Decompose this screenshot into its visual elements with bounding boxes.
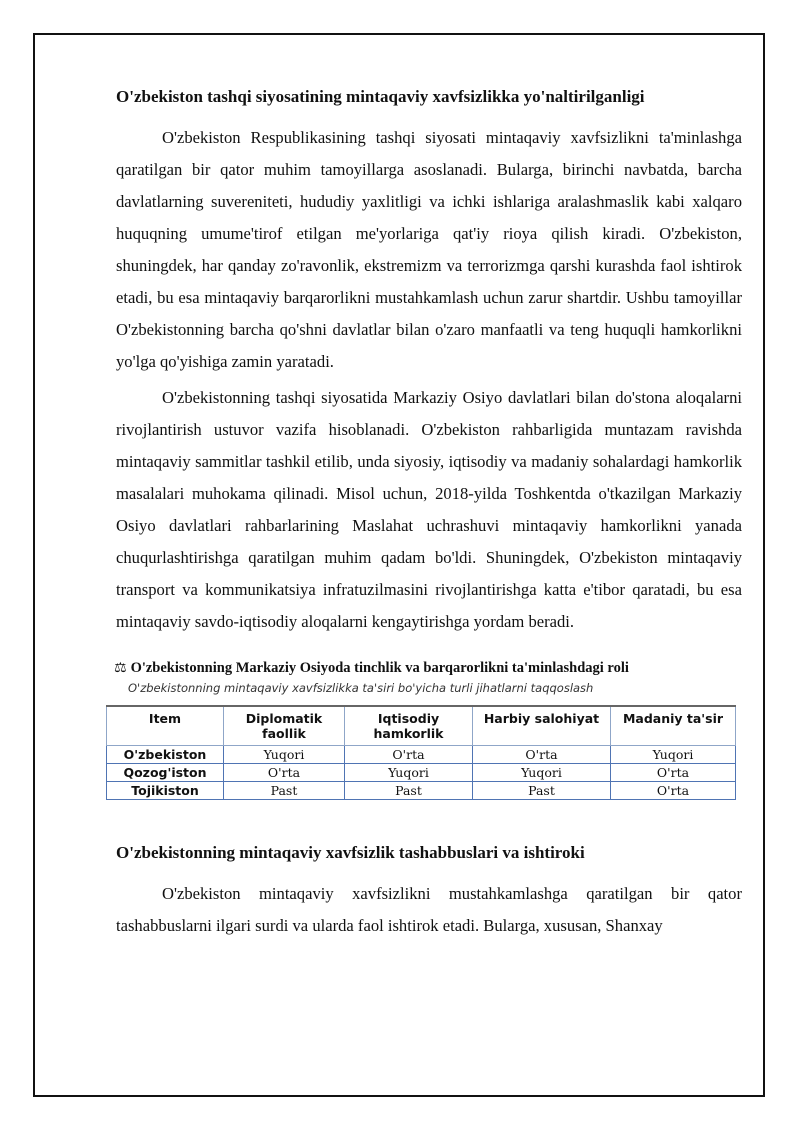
table-row — [107, 764, 736, 782]
table-cell: O'rta — [611, 764, 736, 782]
column-header: Diplomatik faollik — [224, 706, 345, 746]
column-header: Harbiy salohiyat — [473, 706, 611, 746]
table-cell: O'rta — [224, 764, 345, 782]
balance-scale-icon: ⚖ — [114, 660, 127, 677]
table-cell: Past — [224, 782, 345, 800]
document-body — [116, 86, 742, 946]
section-security-initiatives — [116, 842, 742, 942]
table-row — [107, 746, 736, 764]
table-cell: Past — [345, 782, 473, 800]
table-cell: O'rta — [611, 782, 736, 800]
paragraph-principles: O'zbekiston Respublikasining tashqi siyosati mintaqaviy xavfsizlikni ta'minlashga qaratilgan bir qator muhim tamoyillarga asoslanadi. Bularga, birinchi navbatda, barcha davlatlarning suvereniteti, hududiy yaxlitligi va ichki ishlariga aralashmaslik kabi xalqaro huquqning umume'tirof etilgan me'yorlariga qat'iy rioya qilish kiradi. O'zbekiston, shuningdek, har qanday zo'ravonlik, ekstremizm va terrorizmga qarshi kurashda faol ishtirok etadi, bu esa mintaqaviy barqarorlikni mustahkamlash uchun zarur shartdir. Ushbu tamoyillar O'zbekistonning barcha qo'shni davlatlar bilan o'zaro manfaatli va teng huquqli hamkorlikni yo'lga qo'yishiga zamin yaratadi. — [116, 128, 742, 372]
table-subtitle: O'zbekistonning mintaqaviy xavfsizlikka ta'siri bo'yicha turli jihatlarni taqqoslash — [128, 681, 594, 696]
paragraph-initiatives: O'zbekiston mintaqaviy xavfsizlikni mustahkamlashga qaratilgan bir qator tashabbuslarni ilgari surdi va ularda faol ishtirok etadi. Bularga, xususan, Shanxay — [116, 884, 742, 936]
table-cell: Yuqori — [473, 764, 611, 782]
section-heading-initiatives: O'zbekistonning mintaqaviy xavfsizlik tashabbuslari va ishtiroki — [116, 843, 585, 863]
table-cell: Yuqori — [345, 764, 473, 782]
table-cell: Yuqori — [224, 746, 345, 764]
column-header: Item — [107, 706, 224, 746]
comparison-table — [106, 705, 736, 800]
table-title — [114, 660, 742, 677]
row-header: Tojikiston — [107, 782, 224, 800]
table-cell: Past — [473, 782, 611, 800]
column-header: Madaniy ta'sir — [611, 706, 736, 746]
table-header-row — [107, 706, 736, 746]
table-cell: O'rta — [473, 746, 611, 764]
row-header: O'zbekiston — [107, 746, 224, 764]
paragraph-central-asia: O'zbekistonning tashqi siyosatida Markaziy Osiyo davlatlari bilan do'stona aloqalarni rivojlantirish ustuvor vazifa hisoblanadi. O'zbekiston rahbarligida muntazam ravishda mintaqaviy sammitlar tashkil etilib, unda siyosiy, iqtisodiy va madaniy sohalardagi hamkorlik masalalari muhokama qilinadi. Misol uchun, 2018-yilda Toshkentda o'tkazilgan Markaziy Osiyo davlatlari rahbarlarining Maslahat uchrashuvi mintaqaviy hamkorlikni yanada chuqurlashtirishga qaratilgan muhim qadam bo'ldi. Shuningdek, O'zbekiston mintaqaviy transport va kommunikatsiya infratuzilmasini rivojlantirishga katta e'tibor qaratadi, bu esa mintaqaviy savdo-iqtisodiy aloqalarni kengaytirishga yordam beradi. — [116, 388, 742, 632]
row-header: Qozog'iston — [107, 764, 224, 782]
table-cell: Yuqori — [611, 746, 736, 764]
table-cell: O'rta — [345, 746, 473, 764]
table-title-text: O'zbekistonning Markaziy Osiyoda tinchlik va barqarorlikni ta'minlashdagi roli — [130, 660, 629, 677]
column-header: Iqtisodiy hamkorlik — [345, 706, 473, 746]
section-heading-foreign-policy: O'zbekiston tashqi siyosatining mintaqaviy xavfsizlikka yo'naltirilganligi — [116, 87, 645, 106]
table-row — [107, 782, 736, 800]
